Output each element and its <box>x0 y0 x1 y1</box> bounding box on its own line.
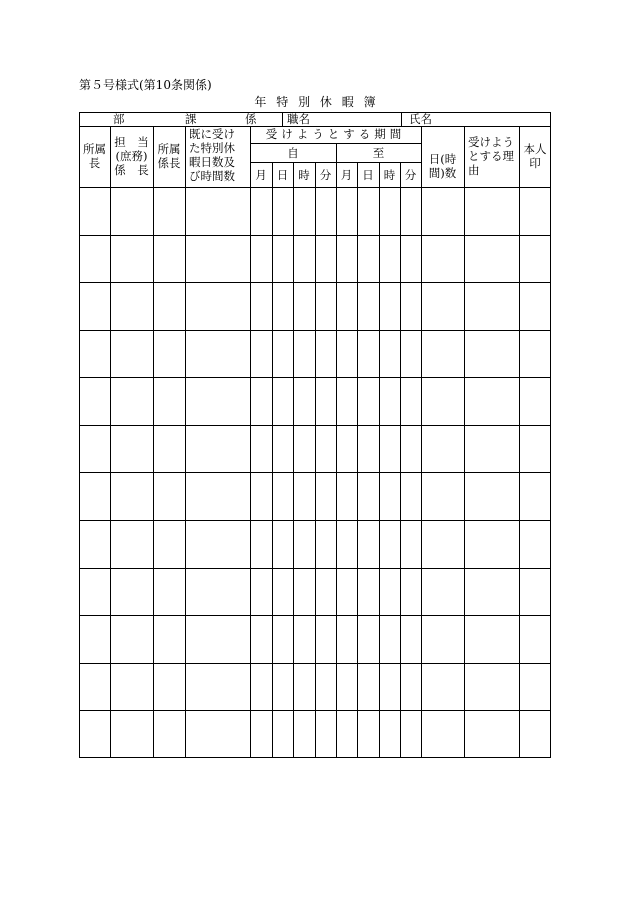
entry-cell[interactable] <box>250 473 272 521</box>
entry-cell[interactable] <box>519 473 551 521</box>
header-to-month: 月 <box>340 168 353 182</box>
entry-cell[interactable] <box>336 235 357 283</box>
entry-cell[interactable] <box>153 187 185 235</box>
entry-cell[interactable] <box>250 710 272 758</box>
entry-cell[interactable] <box>519 282 551 330</box>
entry-cell[interactable] <box>250 282 272 330</box>
entry-cell[interactable] <box>110 282 153 330</box>
table-row <box>79 568 551 616</box>
entry-cell[interactable] <box>293 187 315 235</box>
entry-cell[interactable] <box>336 330 357 378</box>
entry-cell[interactable] <box>185 282 250 330</box>
entry-cell[interactable] <box>315 568 336 616</box>
entry-cell[interactable] <box>336 377 357 425</box>
header-from-hour: 時 <box>298 168 310 182</box>
entry-cell[interactable] <box>153 568 185 616</box>
entry-cell[interactable] <box>272 187 293 235</box>
entry-cell[interactable] <box>464 330 519 378</box>
header-tanto-kakaricho: 担 当 (庶務) 係 長 <box>114 135 149 177</box>
header-to-day: 日 <box>362 168 374 182</box>
entry-cell[interactable] <box>336 187 357 235</box>
entry-cell[interactable] <box>153 520 185 568</box>
entry-cell[interactable] <box>379 568 400 616</box>
entry-cell[interactable] <box>79 520 110 568</box>
department-label: 部 <box>113 112 125 126</box>
entry-cell[interactable] <box>421 425 464 473</box>
entry-cell[interactable] <box>464 187 519 235</box>
entry-cell[interactable] <box>400 615 421 663</box>
entry-cell[interactable] <box>250 187 272 235</box>
entry-cell[interactable] <box>153 377 185 425</box>
header-days-hours: 日(時 間)数 <box>428 152 457 180</box>
entry-cell[interactable] <box>464 568 519 616</box>
entry-cell[interactable] <box>421 330 464 378</box>
entry-cell[interactable] <box>110 473 153 521</box>
entry-cell[interactable] <box>153 710 185 758</box>
entry-cell[interactable] <box>336 473 357 521</box>
entry-cell[interactable] <box>315 187 336 235</box>
entry-cell[interactable] <box>272 568 293 616</box>
entry-cell[interactable] <box>519 235 551 283</box>
entry-cell[interactable] <box>110 568 153 616</box>
header-from-minute: 分 <box>319 168 332 182</box>
entry-cell[interactable] <box>421 282 464 330</box>
table-row <box>79 710 551 758</box>
entry-cell[interactable] <box>464 473 519 521</box>
entry-cell[interactable] <box>79 377 110 425</box>
entry-cell[interactable] <box>315 520 336 568</box>
entry-cell[interactable] <box>357 710 379 758</box>
header-reason: 受けよう とする理 由 <box>468 135 514 177</box>
table-row <box>79 330 551 378</box>
header-from-day: 日 <box>276 168 289 182</box>
entry-cell[interactable] <box>185 520 250 568</box>
entry-cell[interactable] <box>336 663 357 711</box>
entry-cell[interactable] <box>79 710 110 758</box>
header-to-hour: 時 <box>383 168 396 182</box>
entry-cell[interactable] <box>185 377 250 425</box>
entry-cell[interactable] <box>519 330 551 378</box>
entry-cell[interactable] <box>79 615 110 663</box>
entry-cell[interactable] <box>400 663 421 711</box>
header-seal: 本人 印 <box>523 142 547 170</box>
entry-cell[interactable] <box>315 710 336 758</box>
entry-cell[interactable] <box>357 568 379 616</box>
table-row <box>79 473 551 521</box>
table-row <box>79 377 551 425</box>
entry-cell[interactable] <box>336 425 357 473</box>
entry-cell[interactable] <box>185 663 250 711</box>
entry-cell[interactable] <box>464 663 519 711</box>
entry-cell[interactable] <box>185 473 250 521</box>
entry-cell[interactable] <box>421 663 464 711</box>
entry-cell[interactable] <box>79 235 110 283</box>
entry-cell[interactable] <box>272 330 293 378</box>
entry-cell[interactable] <box>315 330 336 378</box>
entry-cell[interactable] <box>293 330 315 378</box>
entry-cell[interactable] <box>293 663 315 711</box>
entry-cell[interactable] <box>185 235 250 283</box>
entry-cell[interactable] <box>519 377 551 425</box>
entry-cell[interactable] <box>519 187 551 235</box>
book-title <box>200 95 430 109</box>
entry-cell[interactable] <box>185 330 250 378</box>
entry-cell[interactable] <box>315 377 336 425</box>
entry-cell[interactable] <box>293 615 315 663</box>
header-shozokucho: 所属 長 <box>83 142 106 170</box>
entry-cell[interactable] <box>357 615 379 663</box>
entry-cell[interactable] <box>519 710 551 758</box>
entry-cell[interactable] <box>272 710 293 758</box>
entry-cell[interactable] <box>79 425 110 473</box>
header-shozoku-kakaricho: 所属 係長 <box>157 142 181 170</box>
entry-cell[interactable] <box>185 710 250 758</box>
entry-cell[interactable] <box>357 187 379 235</box>
entry-cell[interactable] <box>519 520 551 568</box>
entry-cell[interactable] <box>336 615 357 663</box>
entry-cell[interactable] <box>464 282 519 330</box>
entry-cell[interactable] <box>357 377 379 425</box>
title-char: 簿 <box>363 95 376 109</box>
form-number-label: 第５号様式(第10条関係) <box>79 78 212 92</box>
entry-cell[interactable] <box>464 615 519 663</box>
title-char: 休 <box>319 95 332 109</box>
entry-cell[interactable] <box>400 710 421 758</box>
entry-cell[interactable] <box>153 330 185 378</box>
header-from-month: 月 <box>255 168 267 182</box>
entry-cell[interactable] <box>110 520 153 568</box>
entry-cell[interactable] <box>185 568 250 616</box>
entry-cell[interactable] <box>379 710 400 758</box>
entry-cell[interactable] <box>272 235 293 283</box>
entry-cell[interactable] <box>379 473 400 521</box>
entry-cell[interactable] <box>400 235 421 283</box>
entry-cell[interactable] <box>336 568 357 616</box>
entry-cell[interactable] <box>315 663 336 711</box>
entry-cell[interactable] <box>315 425 336 473</box>
entry-cell[interactable] <box>185 425 250 473</box>
entry-cell[interactable] <box>400 568 421 616</box>
entry-cell[interactable] <box>110 377 153 425</box>
entry-cell[interactable] <box>315 282 336 330</box>
entry-cell[interactable] <box>421 615 464 663</box>
entry-cell[interactable] <box>315 473 336 521</box>
entry-cell[interactable] <box>421 473 464 521</box>
entry-cell[interactable] <box>153 473 185 521</box>
entry-cell[interactable] <box>293 710 315 758</box>
entry-cell[interactable] <box>79 568 110 616</box>
entry-cell[interactable] <box>357 282 379 330</box>
entry-cell[interactable] <box>110 235 153 283</box>
leave-register-table <box>79 112 551 758</box>
header-requested-period: 受けようとする期間 <box>265 127 406 141</box>
table-row <box>79 520 551 568</box>
entry-cell[interactable] <box>379 330 400 378</box>
entry-cell[interactable] <box>250 568 272 616</box>
entry-cell[interactable] <box>153 615 185 663</box>
entry-cell[interactable] <box>79 282 110 330</box>
entry-cell[interactable] <box>293 520 315 568</box>
entry-cell[interactable] <box>519 615 551 663</box>
entry-cell[interactable] <box>110 425 153 473</box>
table-row <box>79 187 551 235</box>
entry-cell[interactable] <box>421 520 464 568</box>
entry-cell[interactable] <box>79 330 110 378</box>
entry-cell[interactable] <box>250 615 272 663</box>
entry-cell[interactable] <box>421 377 464 425</box>
entry-cell[interactable] <box>400 377 421 425</box>
entry-cell[interactable] <box>110 663 153 711</box>
entry-cell[interactable] <box>272 520 293 568</box>
entry-cell[interactable] <box>519 425 551 473</box>
entry-cell[interactable] <box>79 187 110 235</box>
entry-cell[interactable] <box>421 710 464 758</box>
entry-cell[interactable] <box>519 663 551 711</box>
entry-cell[interactable] <box>110 187 153 235</box>
entry-cell[interactable] <box>400 282 421 330</box>
entry-cell[interactable] <box>293 568 315 616</box>
entry-cell[interactable] <box>153 235 185 283</box>
entry-cell[interactable] <box>379 187 400 235</box>
entry-cell[interactable] <box>357 330 379 378</box>
job-title-label: 職名 <box>287 112 310 126</box>
entry-cell[interactable] <box>315 615 336 663</box>
entry-cell[interactable] <box>357 520 379 568</box>
entry-cell[interactable] <box>272 473 293 521</box>
title-char: 別 <box>298 95 311 109</box>
entry-cell[interactable] <box>336 282 357 330</box>
entry-cell[interactable] <box>293 282 315 330</box>
entry-cell[interactable] <box>379 235 400 283</box>
entry-cell[interactable] <box>79 473 110 521</box>
entry-cell[interactable] <box>293 425 315 473</box>
entry-cell[interactable] <box>357 473 379 521</box>
entry-cell[interactable] <box>421 187 464 235</box>
entry-cell[interactable] <box>400 425 421 473</box>
entry-cell[interactable] <box>272 615 293 663</box>
header-from: 自 <box>287 146 299 160</box>
entry-cell[interactable] <box>464 710 519 758</box>
entry-cell[interactable] <box>110 615 153 663</box>
entry-cell[interactable] <box>315 235 336 283</box>
entry-cell[interactable] <box>153 425 185 473</box>
entry-cell[interactable] <box>185 615 250 663</box>
entry-cell[interactable] <box>336 710 357 758</box>
entry-cell[interactable] <box>379 663 400 711</box>
table-row <box>79 615 551 663</box>
entry-cell[interactable] <box>250 425 272 473</box>
entry-cell[interactable] <box>379 282 400 330</box>
entry-cell[interactable] <box>464 425 519 473</box>
entry-cell[interactable] <box>421 568 464 616</box>
entry-cell[interactable] <box>250 520 272 568</box>
entry-cell[interactable] <box>185 187 250 235</box>
table-row <box>79 663 551 711</box>
table-row <box>79 282 551 330</box>
table-row <box>79 425 551 473</box>
entry-cell[interactable] <box>79 663 110 711</box>
entry-cell[interactable] <box>153 663 185 711</box>
entry-cell[interactable] <box>400 520 421 568</box>
entry-cell[interactable] <box>250 235 272 283</box>
entry-cell[interactable] <box>357 425 379 473</box>
entry-cell[interactable] <box>421 235 464 283</box>
title-char: 年 <box>254 95 267 109</box>
header-already-taken: 既に受け た特別休 暇日数及 び時間数 <box>189 127 235 183</box>
entry-cell[interactable] <box>250 330 272 378</box>
entry-cell[interactable] <box>250 377 272 425</box>
entry-cell[interactable] <box>110 330 153 378</box>
entry-cell[interactable] <box>293 377 315 425</box>
header-to: 至 <box>372 146 385 160</box>
entry-cell[interactable] <box>400 330 421 378</box>
title-char: 特 <box>276 95 289 109</box>
entry-cell[interactable] <box>379 615 400 663</box>
entry-rows <box>79 187 551 758</box>
entry-cell[interactable] <box>272 282 293 330</box>
table-row <box>79 235 551 283</box>
entry-cell[interactable] <box>357 235 379 283</box>
entry-cell[interactable] <box>379 425 400 473</box>
entry-cell[interactable] <box>464 235 519 283</box>
entry-cell[interactable] <box>293 235 315 283</box>
title-char: 暇 <box>341 95 354 109</box>
entry-cell[interactable] <box>336 520 357 568</box>
header-to-minute: 分 <box>404 168 417 182</box>
entry-cell[interactable] <box>293 473 315 521</box>
entry-cell[interactable] <box>464 377 519 425</box>
entry-cell[interactable] <box>519 568 551 616</box>
entry-cell[interactable] <box>272 425 293 473</box>
entry-cell[interactable] <box>464 520 519 568</box>
unit-label: 係 <box>245 112 257 126</box>
entry-cell[interactable] <box>400 187 421 235</box>
entry-cell[interactable] <box>379 377 400 425</box>
entry-cell[interactable] <box>379 520 400 568</box>
entry-cell[interactable] <box>272 377 293 425</box>
entry-cell[interactable] <box>272 663 293 711</box>
entry-cell[interactable] <box>110 710 153 758</box>
entry-cell[interactable] <box>153 282 185 330</box>
name-label: 氏名 <box>409 112 432 126</box>
entry-cell[interactable] <box>250 663 272 711</box>
entry-cell[interactable] <box>357 663 379 711</box>
section-label: 課 <box>185 112 197 126</box>
entry-cell[interactable] <box>400 473 421 521</box>
